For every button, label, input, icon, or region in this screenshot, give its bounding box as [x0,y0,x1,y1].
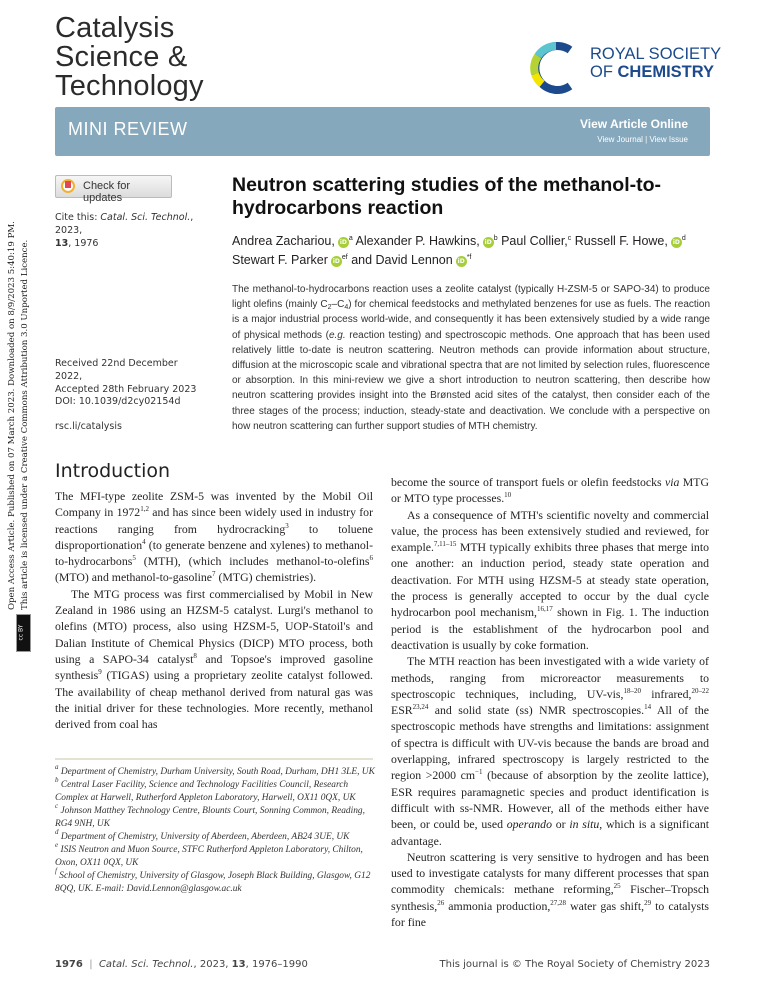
author-name: Stewart F. Parker [232,253,328,267]
author[interactable] [351,253,471,267]
article-type: MINI REVIEW [68,119,188,139]
paragraph [391,474,709,507]
view-issue-link[interactable]: View Issue [649,135,688,144]
reference-citation[interactable]: 29 [644,898,652,907]
reference-citation[interactable]: 16,17 [536,605,553,614]
page-footer-left: 1976 | Catal. Sci. Technol., 2023, 13, 1976–1990 [55,959,308,970]
reference-citation[interactable]: 4 [142,537,146,546]
text-run: All of the spectroscopic methods have strengths and limitations: assignment of spectra is difficult with UV-vis because the bands are broad and overlapping, infrared spectroscopy is largely restricted to the region >2000 cm [391,703,709,783]
text-run: infrared, [640,686,692,701]
text-run: and Topsoe's improved gasoline synthesis [55,651,373,683]
paragraph [391,653,709,849]
rsc-logo-icon [530,42,582,94]
text-run: (because of absorption by the zeolite lattice), ESR requires paramagnetic species and product identification is difficult with ss-NMR. However, all of the methods either have been, or could be, used [391,768,709,832]
text-run: The MTG process was first commercialised by Mobil in New Zealand in 1986 using an HZSM-5 catalyst. Lurgi's methanol to olefins (MTO) process, also using HZSM-5, UOP-Statoil's and Dalian Institute of Chemical Physics (DICP) MTO process, both using a SAPO-34 catalyst [55,586,373,666]
affiliation-mark: a [348,235,353,242]
text-run: become the source of transport fuels or olefin feedstocks [391,475,665,489]
body-left-column [55,488,373,732]
paragraph [391,849,709,930]
footnote-divider [55,758,373,760]
text-run: water gas shift, [566,898,645,913]
reference-citation[interactable]: 7 [212,570,216,579]
paragraph [391,507,709,654]
licence-sidebar [6,221,32,610]
footnote-text: Department of Chemistry, Durham University, South Road, Durham, DH1 3LE, UK [58,767,375,778]
check-for-updates-button[interactable]: Check for updates [55,175,172,198]
text-run: e.g. [328,329,346,341]
text-run: ammonia production, [444,898,551,913]
text-run: shown in Fig. 1. The induction period is the establishment of the hydrocarbon pool and deactivation is usually by coke formation. [391,605,709,652]
text-run: (TIGAS) using a proprietary zeolite catalyst followed. The availability of cheap methanol derived from natural gas was the initial driver for these technologies. More recently, methanol derived from coal has [55,668,373,732]
text-run: (to generate benzene and xylenes) to methanol-to-hydrocarbons [55,537,373,569]
affiliation-footnote [55,802,375,831]
crossmark-icon [61,179,75,193]
author-name: Russell F. Howe, [574,234,668,248]
affiliation-footnote [55,840,375,870]
body-right-column [391,474,709,930]
author-name: Alexander P. Hawkins, [355,234,480,248]
citation: Cite this: Catal. Sci. Technol., 2023, 13, 1976 [55,212,194,249]
footnote-mark: f [55,866,57,875]
footnote-text: ISIS Neutron and Muon Source, STFC Rutherford Appleton Laboratory, Chilton, Oxon, OX11 0QX, UK [55,844,363,868]
text-run: Neutron scattering is very sensitive to hydrogen and has been used to investigate catalysts for many different processes that span commodity chemicals: methane reforming, [391,849,709,897]
footnote-mark: a [55,763,59,772]
affiliation-footnote [55,776,375,805]
view-journal-link[interactable]: View Journal [597,135,643,144]
author-name: and David Lennon [351,253,453,267]
reference-citation[interactable]: 1,2 [140,505,149,514]
reference-citation[interactable]: 18–20 [623,686,641,695]
view-article-online-link[interactable]: View Article Online [579,117,688,131]
affiliation-footnote [55,763,375,779]
orcid-icon[interactable]: iD [457,258,465,265]
text-run: via [664,475,680,489]
paragraph [55,488,373,586]
reference-citation[interactable]: 8 [193,651,197,660]
article-title: Neutron scattering studies of the methanol-to-hydrocarbons reaction [232,174,662,219]
text-run: and solid state (ss) NMR spectroscopies. [428,703,645,718]
rsc-logo[interactable]: ROYAL SOCIETY OF CHEMISTRY [530,42,712,94]
author-list [232,232,712,270]
footnote-mark: b [55,776,59,785]
text-run: or [551,817,570,832]
reference-citation[interactable]: 20–22 [691,686,709,695]
footnote-mark: e [55,840,59,849]
text-run: reaction testing) and spectroscopic methods. One approach that has been used relatively little to-date is neutron scattering. Neutron methods can provide information about structure, diffusion at the microscopic scale and vibrational spectra that are not limited by selection rules, fluorescence or absorption. In this mini-review we give a short introduction to neutron scattering, then describe how neutron scattering provides insight into the Brønsted acid sites of the catalyst, then consider each of the three stages of the process; induction, steady-state and deactivation. We conclude with a perspective on how neutron scattering can further support studies of MTH chemistry. [232,329,710,432]
reference-citation[interactable]: 25 [613,882,621,891]
text-run: ESR [391,703,413,718]
affiliation-mark: d [681,235,686,242]
text-run: in situ [569,817,600,832]
author[interactable] [232,253,348,267]
text-run: MTH typically exhibits three phases that merge into one another: an induction period, steady state operation and deactivation. For MTH using HZSM-5 at steady state operation, the process is generally accepted to occur by the dual cycle hydrocarbon pool mechanism, [391,540,709,620]
reference-citation[interactable]: 9 [98,668,102,677]
licence-notice[interactable]: This article is licensed under a Creative Commons Attribution 3.0 Unported Licence. [20,239,30,610]
text-run: (MTH), (which includes methanol-to-olefins [135,554,370,569]
journal-url[interactable]: rsc.li/catalysis [55,421,122,432]
footnote-text: School of Chemistry, University of Glasgow, Joseph Black Building, Glasgow, G12 8QQ, UK. E-mail: David.Lennon@glasgow.ac.uk [55,870,371,894]
orcid-icon[interactable]: iD [332,258,340,265]
footnote-text: Johnson Matthey Technology Centre, Blounts Court, Sonning Common, Reading, RG4 9NH, UK [55,806,365,830]
author[interactable] [501,234,571,248]
article-type-banner: MINI REVIEW View Article Online View Journal | View Issue [55,107,710,156]
section-heading-introduction: Introduction [55,460,171,482]
text-run: (MTG) chemistries). [215,570,317,585]
text-run: The MFI-type zeolite ZSM-5 was invented by the Mobil Oil Company in 1972 [55,489,373,520]
orcid-icon[interactable]: iD [339,239,347,246]
text-run: operando [506,817,552,832]
reference-citation[interactable]: 14 [644,703,652,712]
reference-citation[interactable]: −1 [475,768,483,777]
footnote-mark: c [55,802,59,811]
doi[interactable]: DOI: 10.1039/d2cy02154d [55,396,181,407]
reference-citation[interactable]: 3 [285,521,289,530]
text-run: to toluene disproportionation [55,521,373,552]
text-run: , which is a significant advantage. [391,817,709,848]
footnote-text: Department of Chemistry, University of Aberdeen, Aberdeen, AB24 3UE, UK [58,831,350,842]
reference-citation[interactable]: 27,28 [550,898,567,907]
page-footer-right: This journal is © The Royal Society of Chemistry 2023 [439,959,710,970]
affiliation-mark: b [493,235,498,242]
cc-by-badge-icon[interactable]: cc BY [16,614,31,652]
reference-citation[interactable]: 7,11–15 [433,540,457,549]
footnote-mark: d [55,827,59,836]
text-run: ) for chemical feedstocks and methylated benzenes for use as fuels. The reaction is a major industrial process world-wide, and consequently it has been extensively studied by a wide range of physical methods ( [232,299,710,341]
subscript: 4 [344,304,349,312]
article-header [232,174,712,434]
orcid-icon[interactable]: iD [672,239,680,246]
reference-citation[interactable]: 5 [132,554,136,563]
text-run: to catalysts for fine [391,898,709,930]
affiliation-footnote [55,827,375,844]
author-name: Paul Collier, [501,234,568,248]
reference-citation[interactable]: 6 [369,554,373,563]
left-body-block [55,458,375,896]
affiliation-mark: c [567,235,572,242]
affiliation-footnote [55,866,375,896]
footnote-text: Central Laser Facility, Science and Technology Facilities Council, Research Complex at Harwell, Rutherford Appleton Laboratory, Harwell, OX11 0QX, UK [55,780,356,804]
text-run: –C [331,299,345,311]
dates: Received 22nd December 2022, Accepted 28th February 2023 [55,358,197,395]
subscript: 2 [327,304,332,312]
reference-citation[interactable]: 10 [504,491,512,500]
affiliation-mark: ef [341,254,348,261]
text-run: The methanol-to-hydrocarbons reaction uses a zeolite catalyst (typically H-ZSM-5 or SAPO-34) to produce light olefins (mainly C [232,284,710,311]
author[interactable] [232,234,353,248]
open-access-notice: Open Access Article. Published on 07 March 2023. Downloaded on 8/9/2023 5:40:19 PM. [7,221,17,610]
abstract [232,282,710,434]
journal-name: Catalysis Science & Technology [55,12,204,102]
text-run: (MTO) and methanol-to-gasoline [55,570,213,585]
author-name: Andrea Zachariou, [232,234,335,248]
text-run: MTG or MTO type processes. [391,475,709,506]
text-run: The MTH reaction has been investigated with a wide variety of methods, ranging from microreactor measurements to spectroscopic techniques, including, UV-vis, [391,654,709,701]
paragraph [55,586,373,733]
reference-citation[interactable]: 26 [437,898,445,907]
text-run: and has since been widely used in industry for reactions ranging from hydrocracking [55,505,374,536]
affiliation-mark: *f [466,254,472,261]
author[interactable] [575,234,686,248]
author[interactable] [356,234,498,248]
text-run: Fischer–Tropsch synthesis, [391,882,709,913]
orcid-icon[interactable]: iD [484,239,492,246]
text-run: As a consequence of MTH's scientific novelty and commercial value, the process has been extensively studied and reviewed, for example. [391,507,709,555]
affiliations [55,763,375,895]
reference-citation[interactable]: 23,24 [412,703,429,712]
